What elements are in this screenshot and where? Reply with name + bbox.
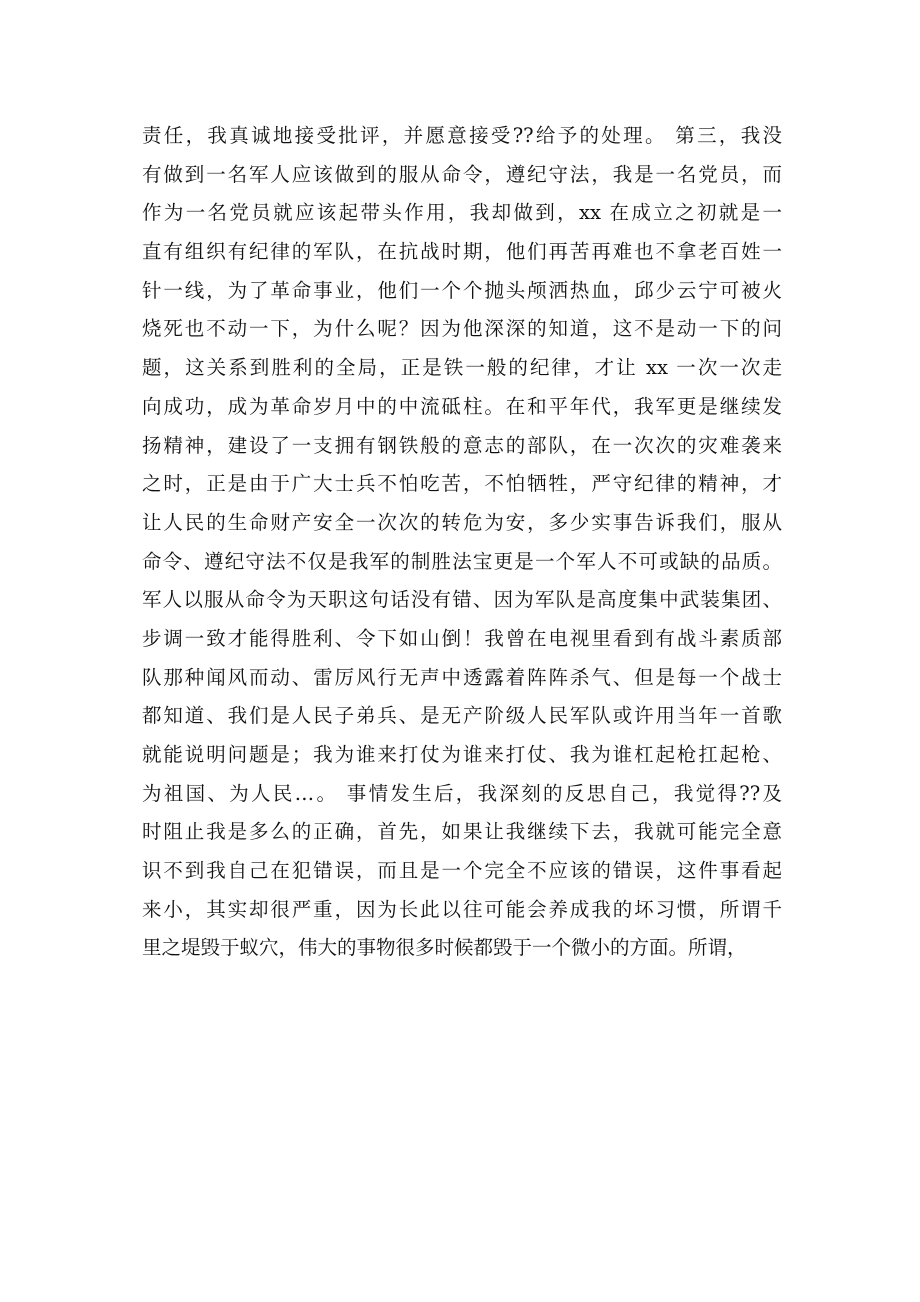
text-line: 题，这关系到胜利的全局，正是铁一般的纪律，才让 xx 一次一次走 [142,356,782,380]
text-line: 队那种闻风而动、雷厉风行无声中透露着阵阵杀气、但是每一个战士 [142,665,782,689]
text-line: 识不到我自己在犯错误，而且是一个完全不应该的错误，这件事看起 [142,859,782,883]
text-line: 让人民的生命财产安全一次次的转危为安，多少实事告诉我们，服从 [142,510,782,534]
text-line: 军人以服从命令为天职这句话没有错、因为军队是高度集中武装集团、 [142,588,782,612]
text-line: 之时，正是由于广大士兵不怕吃苦，不怕牺牲，严守纪律的精神，才 [142,472,782,496]
text-line: 针一线，为了革命事业，他们一个个抛头颅洒热血，邱少云宁可被火 [142,278,782,302]
text-line: 烧死也不动一下，为什么呢？因为他深深的知道，这不是动一下的问 [142,317,782,341]
text-line: 责任，我真诚地接受批评，并愿意接受??给予的处理。 第三，我没 [142,124,782,147]
text-line: 扬精神，建设了一支拥有钢铁般的意志的部队，在一次次的灾难袭来 [142,433,782,457]
body-text [142,117,782,968]
text-line: 都知道、我们是人民子弟兵、是无产阶级人民军队或许用当年一首歌 [142,704,782,728]
text-line: 步调一致才能得胜利、令下如山倒！我曾在电视里看到有战斗素质部 [142,626,782,650]
text-line: 来小，其实却很严重，因为长此以往可能会养成我的坏习惯，所谓千 [142,897,782,921]
text-line: 有做到一名军人应该做到的服从命令，遵纪守法，我是一名党员，而 [142,162,782,186]
text-line: 为祖国、为人民…。 事情发生后，我深刻的反思自己，我觉得??及 [142,781,782,805]
text-line: 向成功，成为革命岁月中的中流砥柱。在和平年代，我军更是继续发 [142,394,782,418]
text-line: 命令、遵纪守法不仅是我军的制胜法宝更是一个军人不可或缺的品质。 [142,549,782,573]
text-line: 里之堤毁于蚁穴，伟大的事物很多时候都毁于一个微小的方面。所谓， [142,936,747,960]
text-line: 作为一名党员就应该起带头作用，我却做到，xx 在成立之初就是一 [142,201,782,225]
text-line: 就能说明问题是；我为谁来打仗为谁来打仗、我为谁杠起枪扛起枪、 [142,743,782,766]
text-line: 时阻止我是多么的正确，首先，如果让我继续下去，我就可能完全意 [142,820,782,844]
text-line: 直有组织有纪律的军队，在抗战时期，他们再苦再难也不拿老百姓一 [142,240,782,264]
